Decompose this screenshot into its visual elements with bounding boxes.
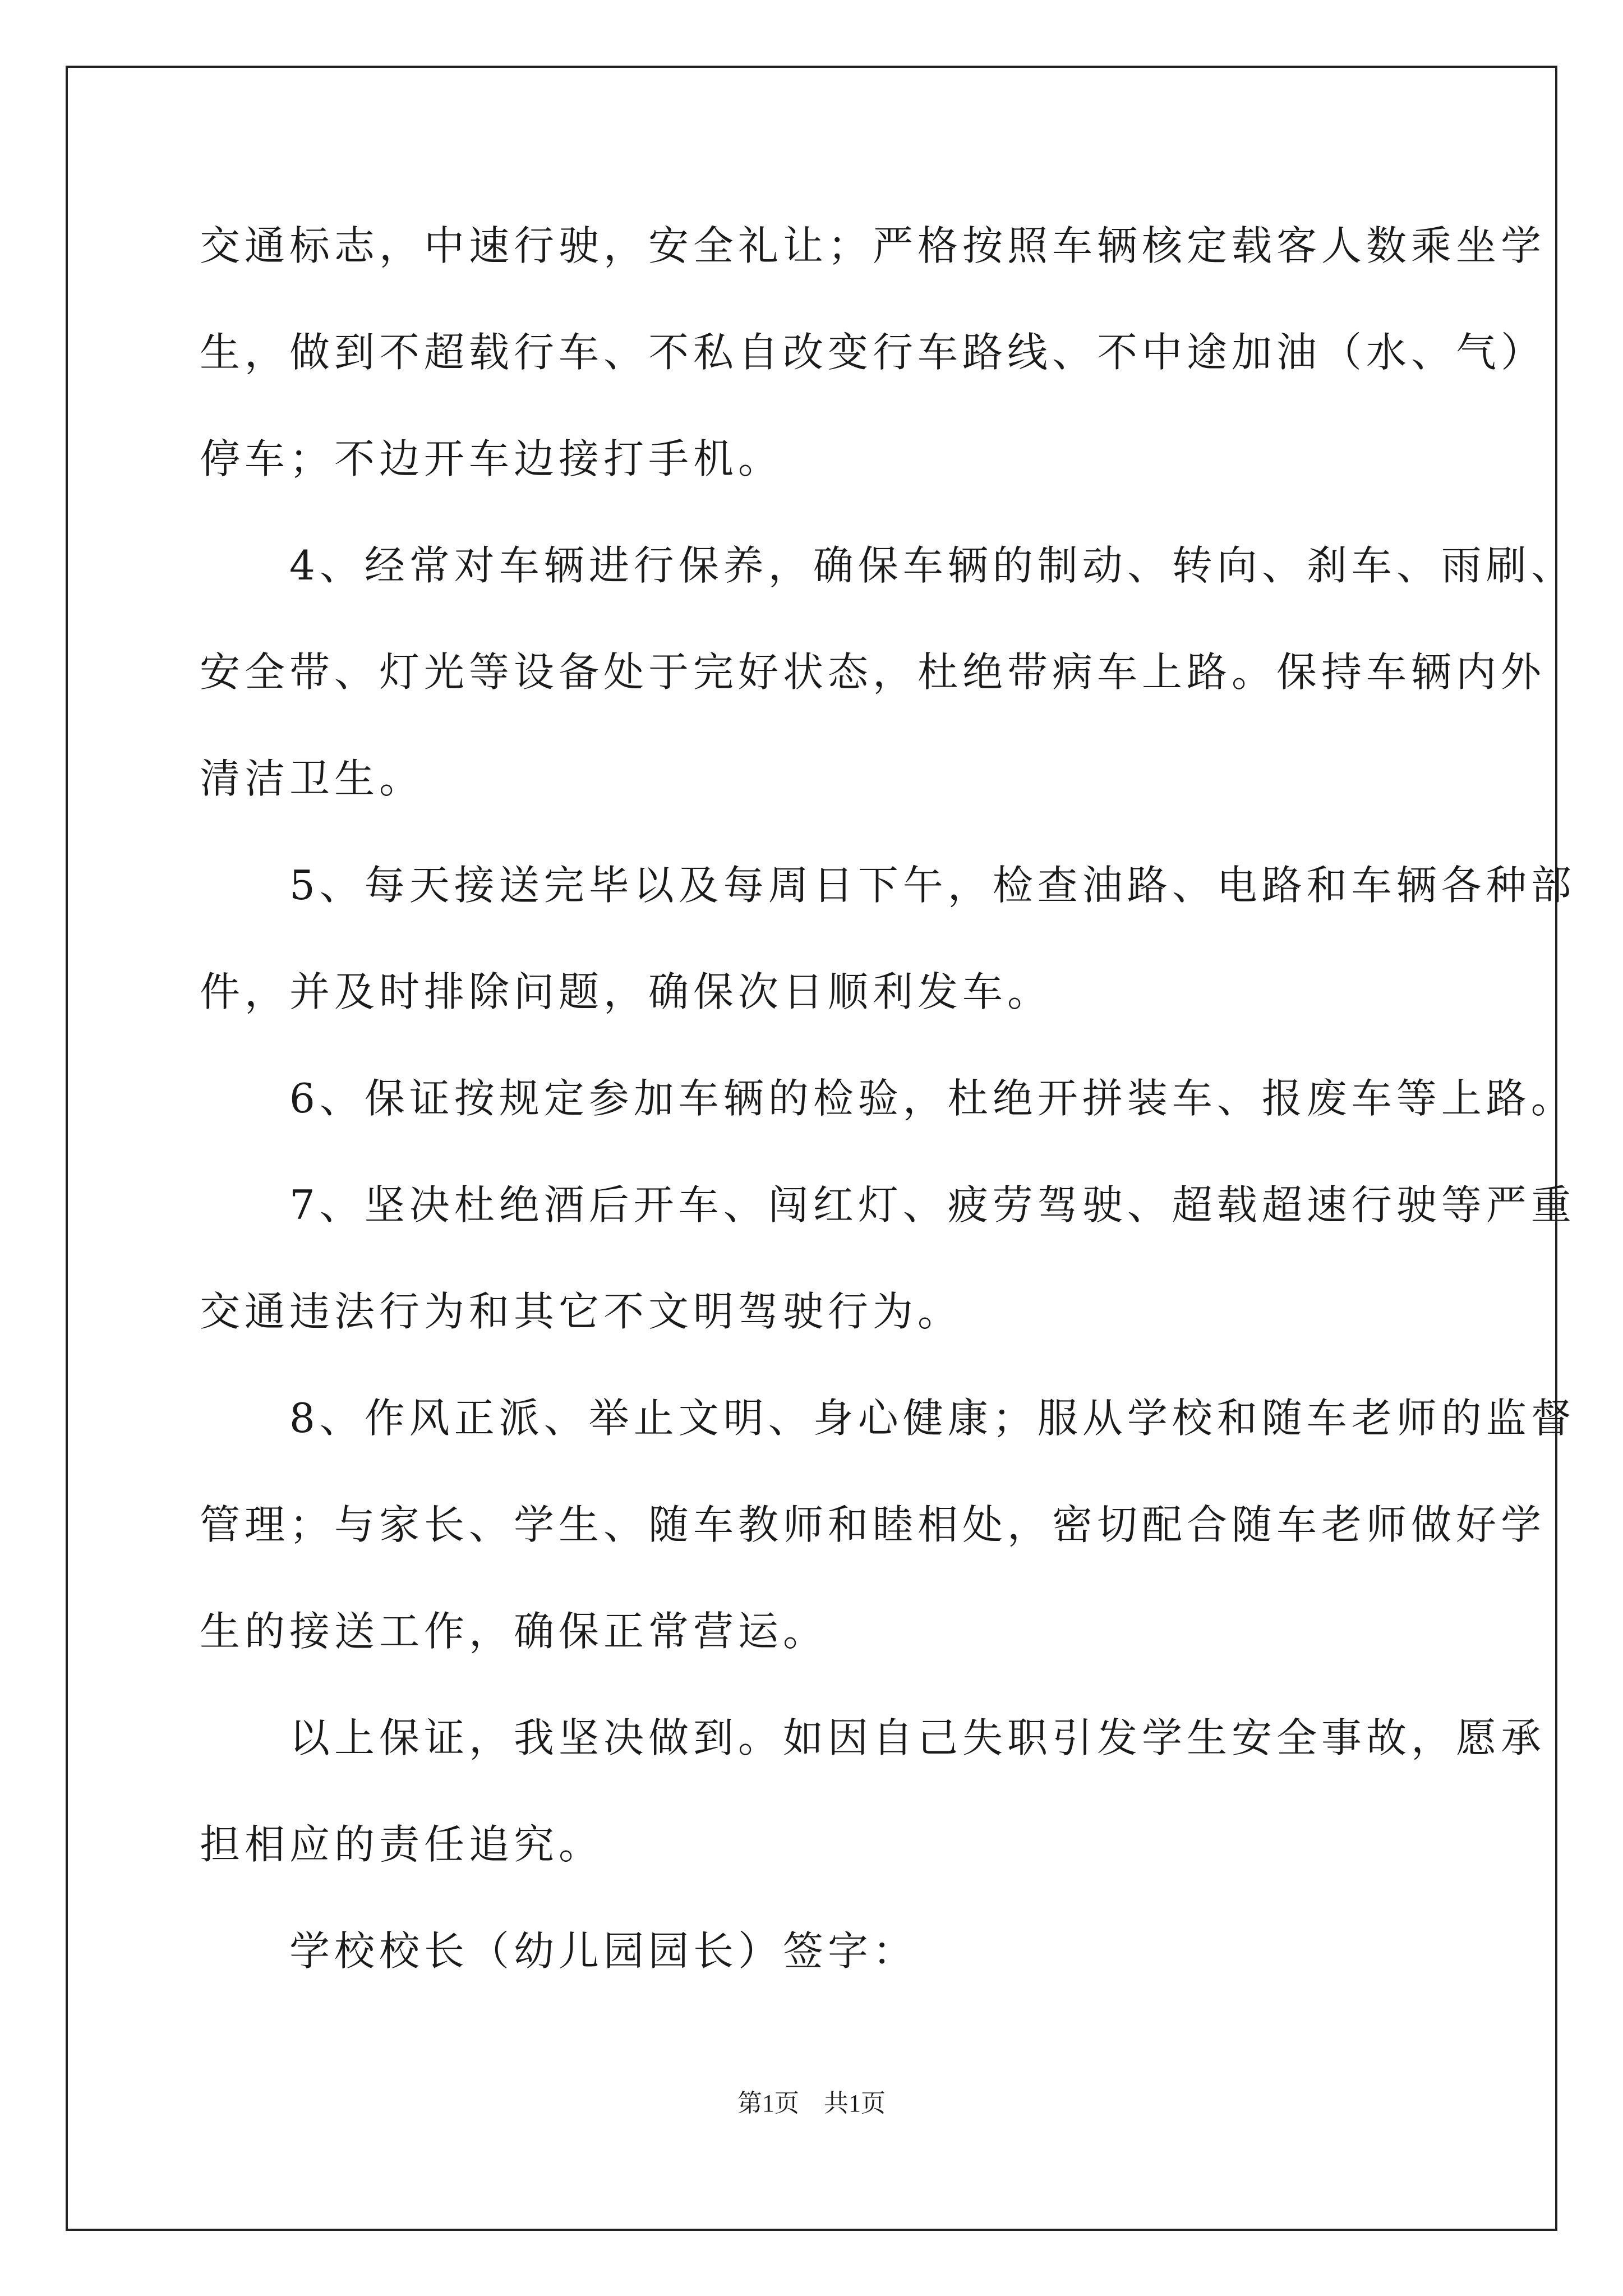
text-line: 4、经常对车辆进行保养，确保车辆的制动、转向、刹车、雨刷、 [200,542,1576,589]
text-line: 学校校长（幼儿园园长）签字： [200,1927,918,1975]
page-number: 第1页 [737,2090,799,2117]
text-line: 担相应的责任追究。 [200,1821,604,1868]
text-line: 生的接送工作，确保正常营运。 [200,1608,828,1655]
text-line: 安全带、灯光等设备处于完好状态，杜绝带病车上路。保持车辆内外 [200,648,1546,696]
text-line: 管理；与家长、学生、随车教师和睦相处，密切配合随车老师做好学 [200,1501,1546,1548]
text-line: 以上保证，我坚决做到。如因自己失职引发学生安全事故，愿承 [200,1714,1546,1761]
text-line: 件，并及时排除问题，确保次日顺利发车。 [200,968,1053,1015]
text-line: 6、保证按规定参加车辆的检验，杜绝开拼装车、报废车等上路。 [200,1075,1576,1122]
page-total: 共1页 [824,2090,886,2117]
text-line: 8、作风正派、举止文明、身心健康；服从学校和随车老师的监督 [200,1395,1576,1442]
text-line: 停车；不边开车边接打手机。 [200,435,783,482]
text-line: 7、坚决杜绝酒后开车、闯红灯、疲劳驾驶、超载超速行驶等严重 [200,1181,1576,1228]
page-footer [0,2087,1623,2120]
text-line: 5、每天接送完毕以及每周日下午，检查油路、电路和车辆各种部 [200,862,1576,909]
text-line: 交通标志，中速行驶，安全礼让；严格按照车辆核定载客人数乘坐学 [200,222,1546,269]
page-border [66,66,1557,2231]
text-line: 交通违法行为和其它不文明驾驶行为。 [200,1288,963,1335]
text-line: 生，做到不超载行车、不私自改变行车路线、不中途加油（水、气） [200,329,1546,376]
text-line: 清洁卫生。 [200,755,425,802]
